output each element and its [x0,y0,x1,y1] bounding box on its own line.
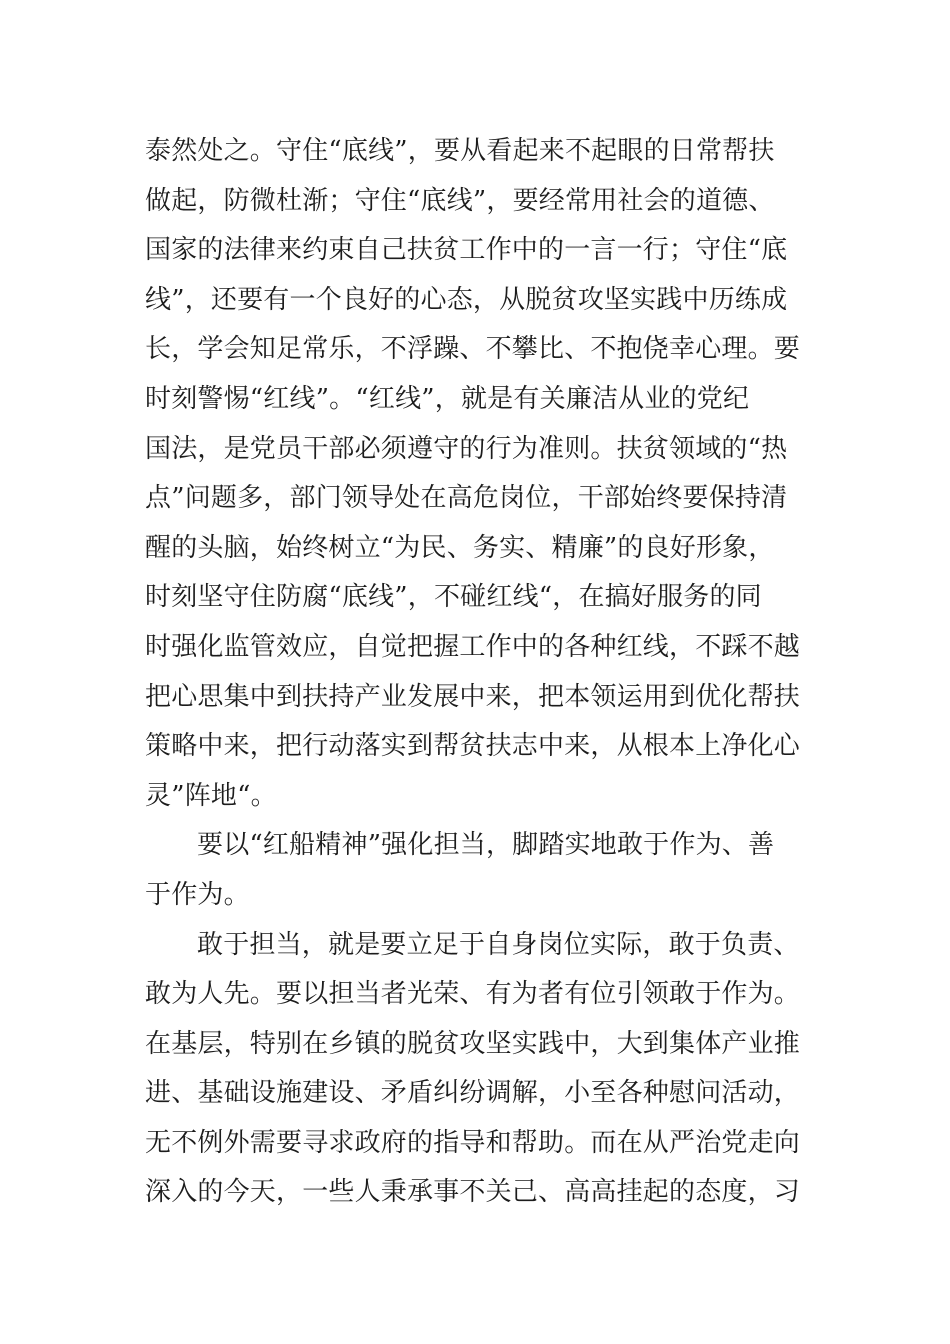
text-line: 国法，是党员干部必须遵守的行为准则。扶贫领域的“热 [145,433,788,464]
text-line: 灵”阵地“。 [145,780,277,811]
text-line: 时刻警惕“红线”。“红线”，就是有关廉洁从业的党纪 [145,383,750,414]
text-line: 策略中来，把行动落实到帮贫扶志中来，从根本上净化心 [145,731,801,762]
text-line: 时刻坚守住防腐“底线”，不碰红线“，在搞好服务的同 [145,582,762,613]
text-line: 国家的法律来约束自己扶贫工作中的一言一行；守住“底 [145,235,788,266]
text-line: 泰然处之。守住“底线”，要从看起来不起眼的日常帮扶 [145,136,775,166]
text-line: 无不例外需要寻求政府的指导和帮助。而在从严治党走向 [145,1127,801,1158]
text-line: 把心思集中到扶持产业发展中来，把本领运用到优化帮扶 [145,681,801,712]
paragraph-first-line: 敢于担当，就是要立足于自身岗位实际，敢于负责、 [197,929,800,960]
text-line: 在基层，特别在乡镇的脱贫攻坚实践中，大到集体产业推 [145,1028,801,1059]
text-line: 长，学会知足常乐，不浮躁、不攀比、不抱侥幸心理。要 [145,334,801,365]
text-line: 敢为人先。要以担当者光荣、有为者有位引领敢于作为。 [145,979,801,1010]
paragraph-first-line: 要以“红船精神”强化担当，脚踏实地敢于作为、善 [197,830,775,861]
text-line: 线”，还要有一个良好的心态，从脱贫攻坚实践中历练成 [145,284,788,315]
body-text [145,127,810,1218]
text-line: 深入的今天，一些人秉承事不关己、高高挂起的态度，习 [145,1177,801,1208]
text-line: 点”问题多，部门领导处在高危岗位，干部始终要保持清 [145,483,788,514]
text-line: 做起，防微杜渐；守住“底线”，要经常用社会的道德、 [145,185,775,216]
text-line: 进、基础设施建设、矛盾纠纷调解，小至各种慰问活动， [145,1078,801,1109]
text-line: 时强化监管效应，自觉把握工作中的各种红线，不踩不越 [145,631,801,662]
text-line: 醒的头脑，始终树立“为民、务实、精廉”的良好形象， [145,532,775,563]
text-line: 于作为。 [145,879,250,910]
